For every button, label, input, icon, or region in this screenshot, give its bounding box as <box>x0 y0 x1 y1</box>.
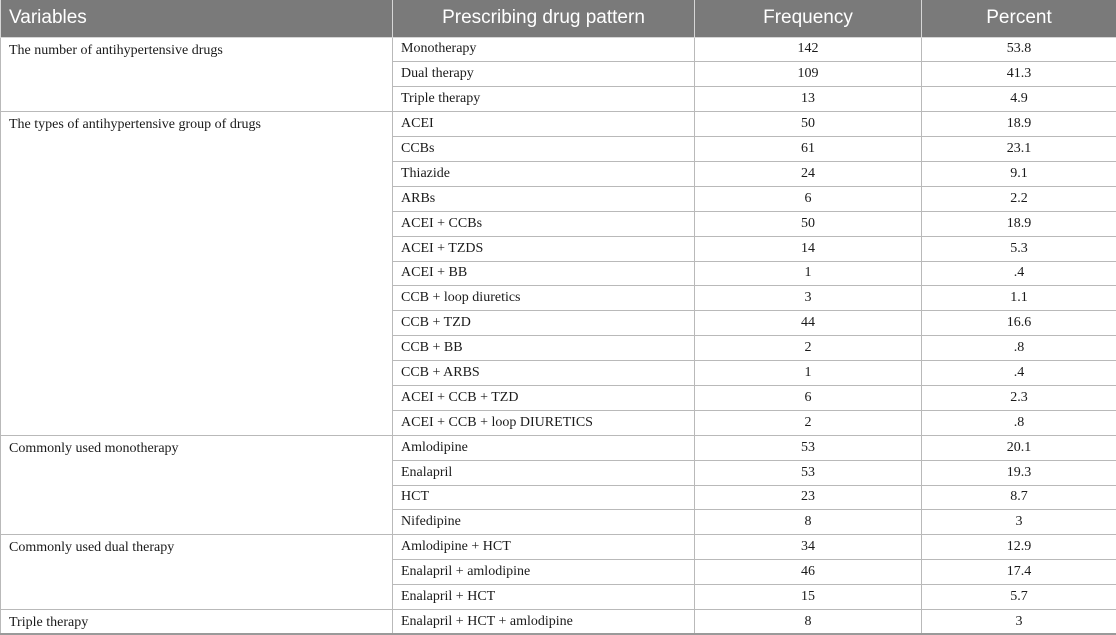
pattern-cell: ACEI + TZDS <box>393 236 695 261</box>
pattern-cell: CCB + ARBS <box>393 361 695 386</box>
pattern-cell: ARBs <box>393 186 695 211</box>
frequency-cell: 23 <box>695 485 922 510</box>
percent-cell: 9.1 <box>922 161 1116 186</box>
variable-cell: Triple therapy <box>1 609 393 634</box>
percent-cell: 23.1 <box>922 137 1116 162</box>
table-row <box>1 609 1116 634</box>
pattern-cell: Triple therapy <box>393 87 695 112</box>
frequency-cell: 14 <box>695 236 922 261</box>
percent-cell: 20.1 <box>922 435 1116 460</box>
percent-cell: 17.4 <box>922 560 1116 585</box>
pattern-cell: ACEI + CCB + TZD <box>393 385 695 410</box>
percent-cell: 18.9 <box>922 112 1116 137</box>
variable-cell: The types of antihypertensive group of drugs <box>1 112 393 436</box>
frequency-cell: 1 <box>695 261 922 286</box>
frequency-cell: 61 <box>695 137 922 162</box>
table-row <box>1 535 1116 560</box>
percent-cell: 2.3 <box>922 385 1116 410</box>
percent-cell: 18.9 <box>922 211 1116 236</box>
pattern-cell: ACEI + CCB + loop DIURETICS <box>393 410 695 435</box>
pattern-cell: HCT <box>393 485 695 510</box>
pattern-cell: Enalapril + HCT + amlodipine <box>393 609 695 634</box>
pattern-cell: Enalapril + amlodipine <box>393 560 695 585</box>
frequency-cell: 15 <box>695 585 922 610</box>
frequency-cell: 46 <box>695 560 922 585</box>
frequency-cell: 1 <box>695 361 922 386</box>
pattern-cell: Enalapril + HCT <box>393 585 695 610</box>
percent-cell: 19.3 <box>922 460 1116 485</box>
table-row <box>1 435 1116 460</box>
variable-cell: The number of antihypertensive drugs <box>1 37 393 112</box>
percent-cell: .4 <box>922 261 1116 286</box>
pattern-cell: Nifedipine <box>393 510 695 535</box>
frequency-cell: 2 <box>695 336 922 361</box>
percent-cell: 1.1 <box>922 286 1116 311</box>
pattern-cell: ACEI + BB <box>393 261 695 286</box>
pattern-cell: CCBs <box>393 137 695 162</box>
pattern-cell: CCB + BB <box>393 336 695 361</box>
frequency-cell: 13 <box>695 87 922 112</box>
pattern-cell: ACEI + CCBs <box>393 211 695 236</box>
header-row <box>1 0 1116 37</box>
frequency-cell: 50 <box>695 112 922 137</box>
frequency-cell: 6 <box>695 186 922 211</box>
frequency-cell: 8 <box>695 510 922 535</box>
percent-cell: 16.6 <box>922 311 1116 336</box>
table-header <box>1 0 1116 37</box>
percent-cell: 8.7 <box>922 485 1116 510</box>
frequency-cell: 24 <box>695 161 922 186</box>
percent-cell: .8 <box>922 410 1116 435</box>
frequency-cell: 3 <box>695 286 922 311</box>
percent-cell: 41.3 <box>922 62 1116 87</box>
percent-cell: 12.9 <box>922 535 1116 560</box>
percent-cell: 5.3 <box>922 236 1116 261</box>
percent-cell: .8 <box>922 336 1116 361</box>
pattern-cell: ACEI <box>393 112 695 137</box>
pattern-cell: Thiazide <box>393 161 695 186</box>
pattern-cell: Dual therapy <box>393 62 695 87</box>
frequency-cell: 53 <box>695 435 922 460</box>
frequency-cell: 53 <box>695 460 922 485</box>
percent-cell: 5.7 <box>922 585 1116 610</box>
percent-cell: 53.8 <box>922 37 1116 62</box>
pattern-cell: Monotherapy <box>393 37 695 62</box>
frequency-cell: 142 <box>695 37 922 62</box>
percent-cell: 3 <box>922 609 1116 634</box>
percent-cell: 2.2 <box>922 186 1116 211</box>
frequency-cell: 44 <box>695 311 922 336</box>
header-variables: Variables <box>1 0 393 37</box>
frequency-cell: 34 <box>695 535 922 560</box>
frequency-cell: 50 <box>695 211 922 236</box>
table-row <box>1 37 1116 62</box>
variable-cell: Commonly used dual therapy <box>1 535 393 610</box>
frequency-cell: 8 <box>695 609 922 634</box>
table-row <box>1 112 1116 137</box>
pattern-cell: Amlodipine + HCT <box>393 535 695 560</box>
percent-cell: 4.9 <box>922 87 1116 112</box>
pattern-cell: Enalapril <box>393 460 695 485</box>
pattern-cell: Amlodipine <box>393 435 695 460</box>
frequency-cell: 2 <box>695 410 922 435</box>
frequency-cell: 6 <box>695 385 922 410</box>
header-percent: Percent <box>922 0 1116 37</box>
header-frequency: Frequency <box>695 0 922 37</box>
variable-cell: Commonly used monotherapy <box>1 435 393 535</box>
header-prescribing-pattern: Prescribing drug pattern <box>393 0 695 37</box>
percent-cell: .4 <box>922 361 1116 386</box>
pattern-cell: CCB + loop diuretics <box>393 286 695 311</box>
pattern-cell: CCB + TZD <box>393 311 695 336</box>
percent-cell: 3 <box>922 510 1116 535</box>
frequency-cell: 109 <box>695 62 922 87</box>
table-body <box>1 37 1116 634</box>
